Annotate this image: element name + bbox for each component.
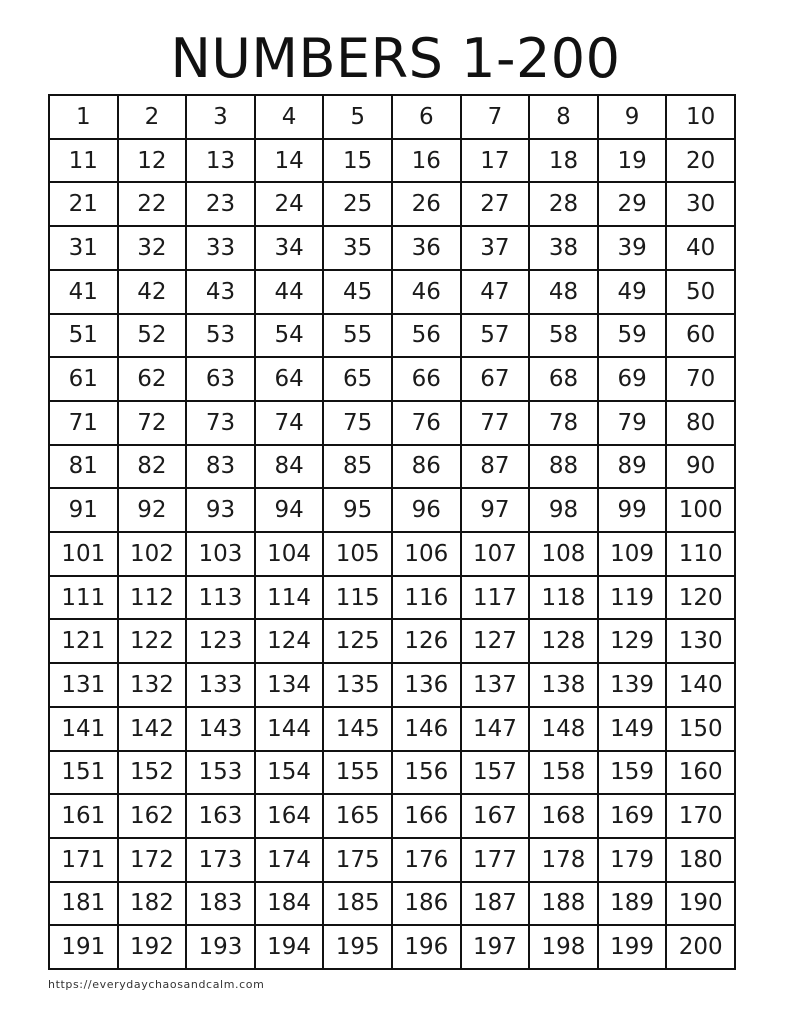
number-cell: 154 — [256, 752, 325, 796]
number-cell: 54 — [256, 315, 325, 359]
number-cell: 6 — [393, 96, 462, 140]
number-cell: 113 — [187, 577, 256, 621]
number-cell: 57 — [462, 315, 531, 359]
number-cell: 184 — [256, 883, 325, 927]
number-cell: 94 — [256, 489, 325, 533]
number-cell: 107 — [462, 533, 531, 577]
number-cell: 152 — [119, 752, 188, 796]
number-cell: 24 — [256, 183, 325, 227]
number-cell: 29 — [599, 183, 668, 227]
number-cell: 189 — [599, 883, 668, 927]
number-cell: 71 — [50, 402, 119, 446]
number-cell: 44 — [256, 271, 325, 315]
number-cell: 180 — [667, 839, 736, 883]
number-cell: 91 — [50, 489, 119, 533]
number-cell: 183 — [187, 883, 256, 927]
number-cell: 83 — [187, 446, 256, 490]
number-cell: 166 — [393, 795, 462, 839]
number-cell: 129 — [599, 620, 668, 664]
number-cell: 124 — [256, 620, 325, 664]
number-cell: 167 — [462, 795, 531, 839]
number-cell: 150 — [667, 708, 736, 752]
number-cell: 33 — [187, 227, 256, 271]
number-cell: 5 — [324, 96, 393, 140]
number-cell: 100 — [667, 489, 736, 533]
number-cell: 114 — [256, 577, 325, 621]
number-cell: 160 — [667, 752, 736, 796]
number-cell: 103 — [187, 533, 256, 577]
number-cell: 39 — [599, 227, 668, 271]
number-cell: 195 — [324, 926, 393, 970]
number-cell: 10 — [667, 96, 736, 140]
number-cell: 176 — [393, 839, 462, 883]
number-cell: 18 — [530, 140, 599, 184]
number-cell: 34 — [256, 227, 325, 271]
number-cell: 181 — [50, 883, 119, 927]
number-cell: 53 — [187, 315, 256, 359]
number-cell: 56 — [393, 315, 462, 359]
number-cell: 97 — [462, 489, 531, 533]
number-cell: 26 — [393, 183, 462, 227]
number-cell: 40 — [667, 227, 736, 271]
number-cell: 61 — [50, 358, 119, 402]
number-cell: 151 — [50, 752, 119, 796]
number-cell: 30 — [667, 183, 736, 227]
number-cell: 148 — [530, 708, 599, 752]
number-cell: 177 — [462, 839, 531, 883]
number-cell: 70 — [667, 358, 736, 402]
number-cell: 50 — [667, 271, 736, 315]
number-cell: 190 — [667, 883, 736, 927]
number-cell: 194 — [256, 926, 325, 970]
number-cell: 130 — [667, 620, 736, 664]
number-cell: 60 — [667, 315, 736, 359]
number-cell: 157 — [462, 752, 531, 796]
number-cell: 66 — [393, 358, 462, 402]
number-cell: 128 — [530, 620, 599, 664]
number-cell: 25 — [324, 183, 393, 227]
number-cell: 49 — [599, 271, 668, 315]
number-cell: 86 — [393, 446, 462, 490]
number-cell: 132 — [119, 664, 188, 708]
number-cell: 8 — [530, 96, 599, 140]
number-cell: 120 — [667, 577, 736, 621]
number-cell: 45 — [324, 271, 393, 315]
number-cell: 89 — [599, 446, 668, 490]
number-cell: 197 — [462, 926, 531, 970]
number-cell: 78 — [530, 402, 599, 446]
number-cell: 58 — [530, 315, 599, 359]
number-cell: 126 — [393, 620, 462, 664]
number-cell: 179 — [599, 839, 668, 883]
number-cell: 174 — [256, 839, 325, 883]
number-cell: 141 — [50, 708, 119, 752]
number-cell: 32 — [119, 227, 188, 271]
number-cell: 196 — [393, 926, 462, 970]
number-cell: 156 — [393, 752, 462, 796]
number-cell: 21 — [50, 183, 119, 227]
number-cell: 81 — [50, 446, 119, 490]
number-cell: 64 — [256, 358, 325, 402]
number-cell: 48 — [530, 271, 599, 315]
number-cell: 187 — [462, 883, 531, 927]
number-cell: 37 — [462, 227, 531, 271]
number-cell: 90 — [667, 446, 736, 490]
number-cell: 186 — [393, 883, 462, 927]
number-cell: 178 — [530, 839, 599, 883]
number-cell: 138 — [530, 664, 599, 708]
number-cell: 7 — [462, 96, 531, 140]
number-cell: 52 — [119, 315, 188, 359]
number-cell: 140 — [667, 664, 736, 708]
number-cell: 122 — [119, 620, 188, 664]
number-cell: 3 — [187, 96, 256, 140]
number-cell: 76 — [393, 402, 462, 446]
number-cell: 72 — [119, 402, 188, 446]
number-cell: 143 — [187, 708, 256, 752]
number-cell: 95 — [324, 489, 393, 533]
number-cell: 88 — [530, 446, 599, 490]
number-cell: 42 — [119, 271, 188, 315]
number-cell: 172 — [119, 839, 188, 883]
number-cell: 155 — [324, 752, 393, 796]
number-cell: 15 — [324, 140, 393, 184]
number-cell: 199 — [599, 926, 668, 970]
number-grid — [48, 94, 736, 970]
number-cell: 191 — [50, 926, 119, 970]
number-cell: 175 — [324, 839, 393, 883]
number-cell: 119 — [599, 577, 668, 621]
number-cell: 4 — [256, 96, 325, 140]
number-cell: 109 — [599, 533, 668, 577]
number-cell: 13 — [187, 140, 256, 184]
number-cell: 134 — [256, 664, 325, 708]
number-cell: 9 — [599, 96, 668, 140]
number-cell: 67 — [462, 358, 531, 402]
number-cell: 55 — [324, 315, 393, 359]
number-cell: 62 — [119, 358, 188, 402]
number-cell: 82 — [119, 446, 188, 490]
number-cell: 63 — [187, 358, 256, 402]
number-cell: 101 — [50, 533, 119, 577]
number-cell: 85 — [324, 446, 393, 490]
number-cell: 69 — [599, 358, 668, 402]
number-cell: 182 — [119, 883, 188, 927]
number-cell: 116 — [393, 577, 462, 621]
number-cell: 149 — [599, 708, 668, 752]
number-cell: 159 — [599, 752, 668, 796]
number-cell: 137 — [462, 664, 531, 708]
number-cell: 200 — [667, 926, 736, 970]
number-cell: 2 — [119, 96, 188, 140]
number-cell: 20 — [667, 140, 736, 184]
number-cell: 19 — [599, 140, 668, 184]
number-cell: 38 — [530, 227, 599, 271]
number-cell: 123 — [187, 620, 256, 664]
number-cell: 153 — [187, 752, 256, 796]
number-cell: 164 — [256, 795, 325, 839]
number-cell: 198 — [530, 926, 599, 970]
number-cell: 131 — [50, 664, 119, 708]
number-cell: 145 — [324, 708, 393, 752]
number-cell: 105 — [324, 533, 393, 577]
number-cell: 102 — [119, 533, 188, 577]
number-cell: 193 — [187, 926, 256, 970]
page-title: NUMBERS 1-200 — [170, 27, 621, 90]
number-cell: 98 — [530, 489, 599, 533]
number-cell: 59 — [599, 315, 668, 359]
number-cell: 121 — [50, 620, 119, 664]
number-cell: 41 — [50, 271, 119, 315]
number-cell: 142 — [119, 708, 188, 752]
number-cell: 27 — [462, 183, 531, 227]
number-cell: 188 — [530, 883, 599, 927]
number-cell: 104 — [256, 533, 325, 577]
number-cell: 127 — [462, 620, 531, 664]
number-cell: 73 — [187, 402, 256, 446]
number-cell: 133 — [187, 664, 256, 708]
number-cell: 106 — [393, 533, 462, 577]
number-cell: 111 — [50, 577, 119, 621]
number-cell: 87 — [462, 446, 531, 490]
number-cell: 36 — [393, 227, 462, 271]
number-cell: 65 — [324, 358, 393, 402]
number-cell: 185 — [324, 883, 393, 927]
number-cell: 99 — [599, 489, 668, 533]
number-cell: 170 — [667, 795, 736, 839]
number-cell: 173 — [187, 839, 256, 883]
number-cell: 74 — [256, 402, 325, 446]
number-cell: 96 — [393, 489, 462, 533]
number-cell: 16 — [393, 140, 462, 184]
number-cell: 68 — [530, 358, 599, 402]
number-cell: 108 — [530, 533, 599, 577]
number-cell: 139 — [599, 664, 668, 708]
number-cell: 12 — [119, 140, 188, 184]
number-cell: 161 — [50, 795, 119, 839]
number-cell: 28 — [530, 183, 599, 227]
number-cell: 23 — [187, 183, 256, 227]
number-cell: 43 — [187, 271, 256, 315]
number-cell: 158 — [530, 752, 599, 796]
number-cell: 110 — [667, 533, 736, 577]
number-cell: 168 — [530, 795, 599, 839]
number-cell: 35 — [324, 227, 393, 271]
number-cell: 92 — [119, 489, 188, 533]
number-cell: 169 — [599, 795, 668, 839]
number-cell: 77 — [462, 402, 531, 446]
number-cell: 1 — [50, 96, 119, 140]
number-cell: 14 — [256, 140, 325, 184]
number-cell: 75 — [324, 402, 393, 446]
number-cell: 80 — [667, 402, 736, 446]
number-cell: 144 — [256, 708, 325, 752]
number-cell: 31 — [50, 227, 119, 271]
number-cell: 17 — [462, 140, 531, 184]
number-cell: 165 — [324, 795, 393, 839]
number-cell: 11 — [50, 140, 119, 184]
number-cell: 135 — [324, 664, 393, 708]
number-cell: 93 — [187, 489, 256, 533]
number-cell: 47 — [462, 271, 531, 315]
number-cell: 136 — [393, 664, 462, 708]
number-cell: 117 — [462, 577, 531, 621]
number-cell: 22 — [119, 183, 188, 227]
number-cell: 115 — [324, 577, 393, 621]
number-cell: 46 — [393, 271, 462, 315]
footer-url: https://everydaychaosandcalm.com — [48, 978, 265, 991]
number-cell: 125 — [324, 620, 393, 664]
number-cell: 163 — [187, 795, 256, 839]
number-cell: 192 — [119, 926, 188, 970]
number-cell: 51 — [50, 315, 119, 359]
number-cell: 84 — [256, 446, 325, 490]
number-cell: 118 — [530, 577, 599, 621]
number-cell: 146 — [393, 708, 462, 752]
number-cell: 162 — [119, 795, 188, 839]
number-cell: 112 — [119, 577, 188, 621]
number-cell: 79 — [599, 402, 668, 446]
number-cell: 147 — [462, 708, 531, 752]
number-cell: 171 — [50, 839, 119, 883]
